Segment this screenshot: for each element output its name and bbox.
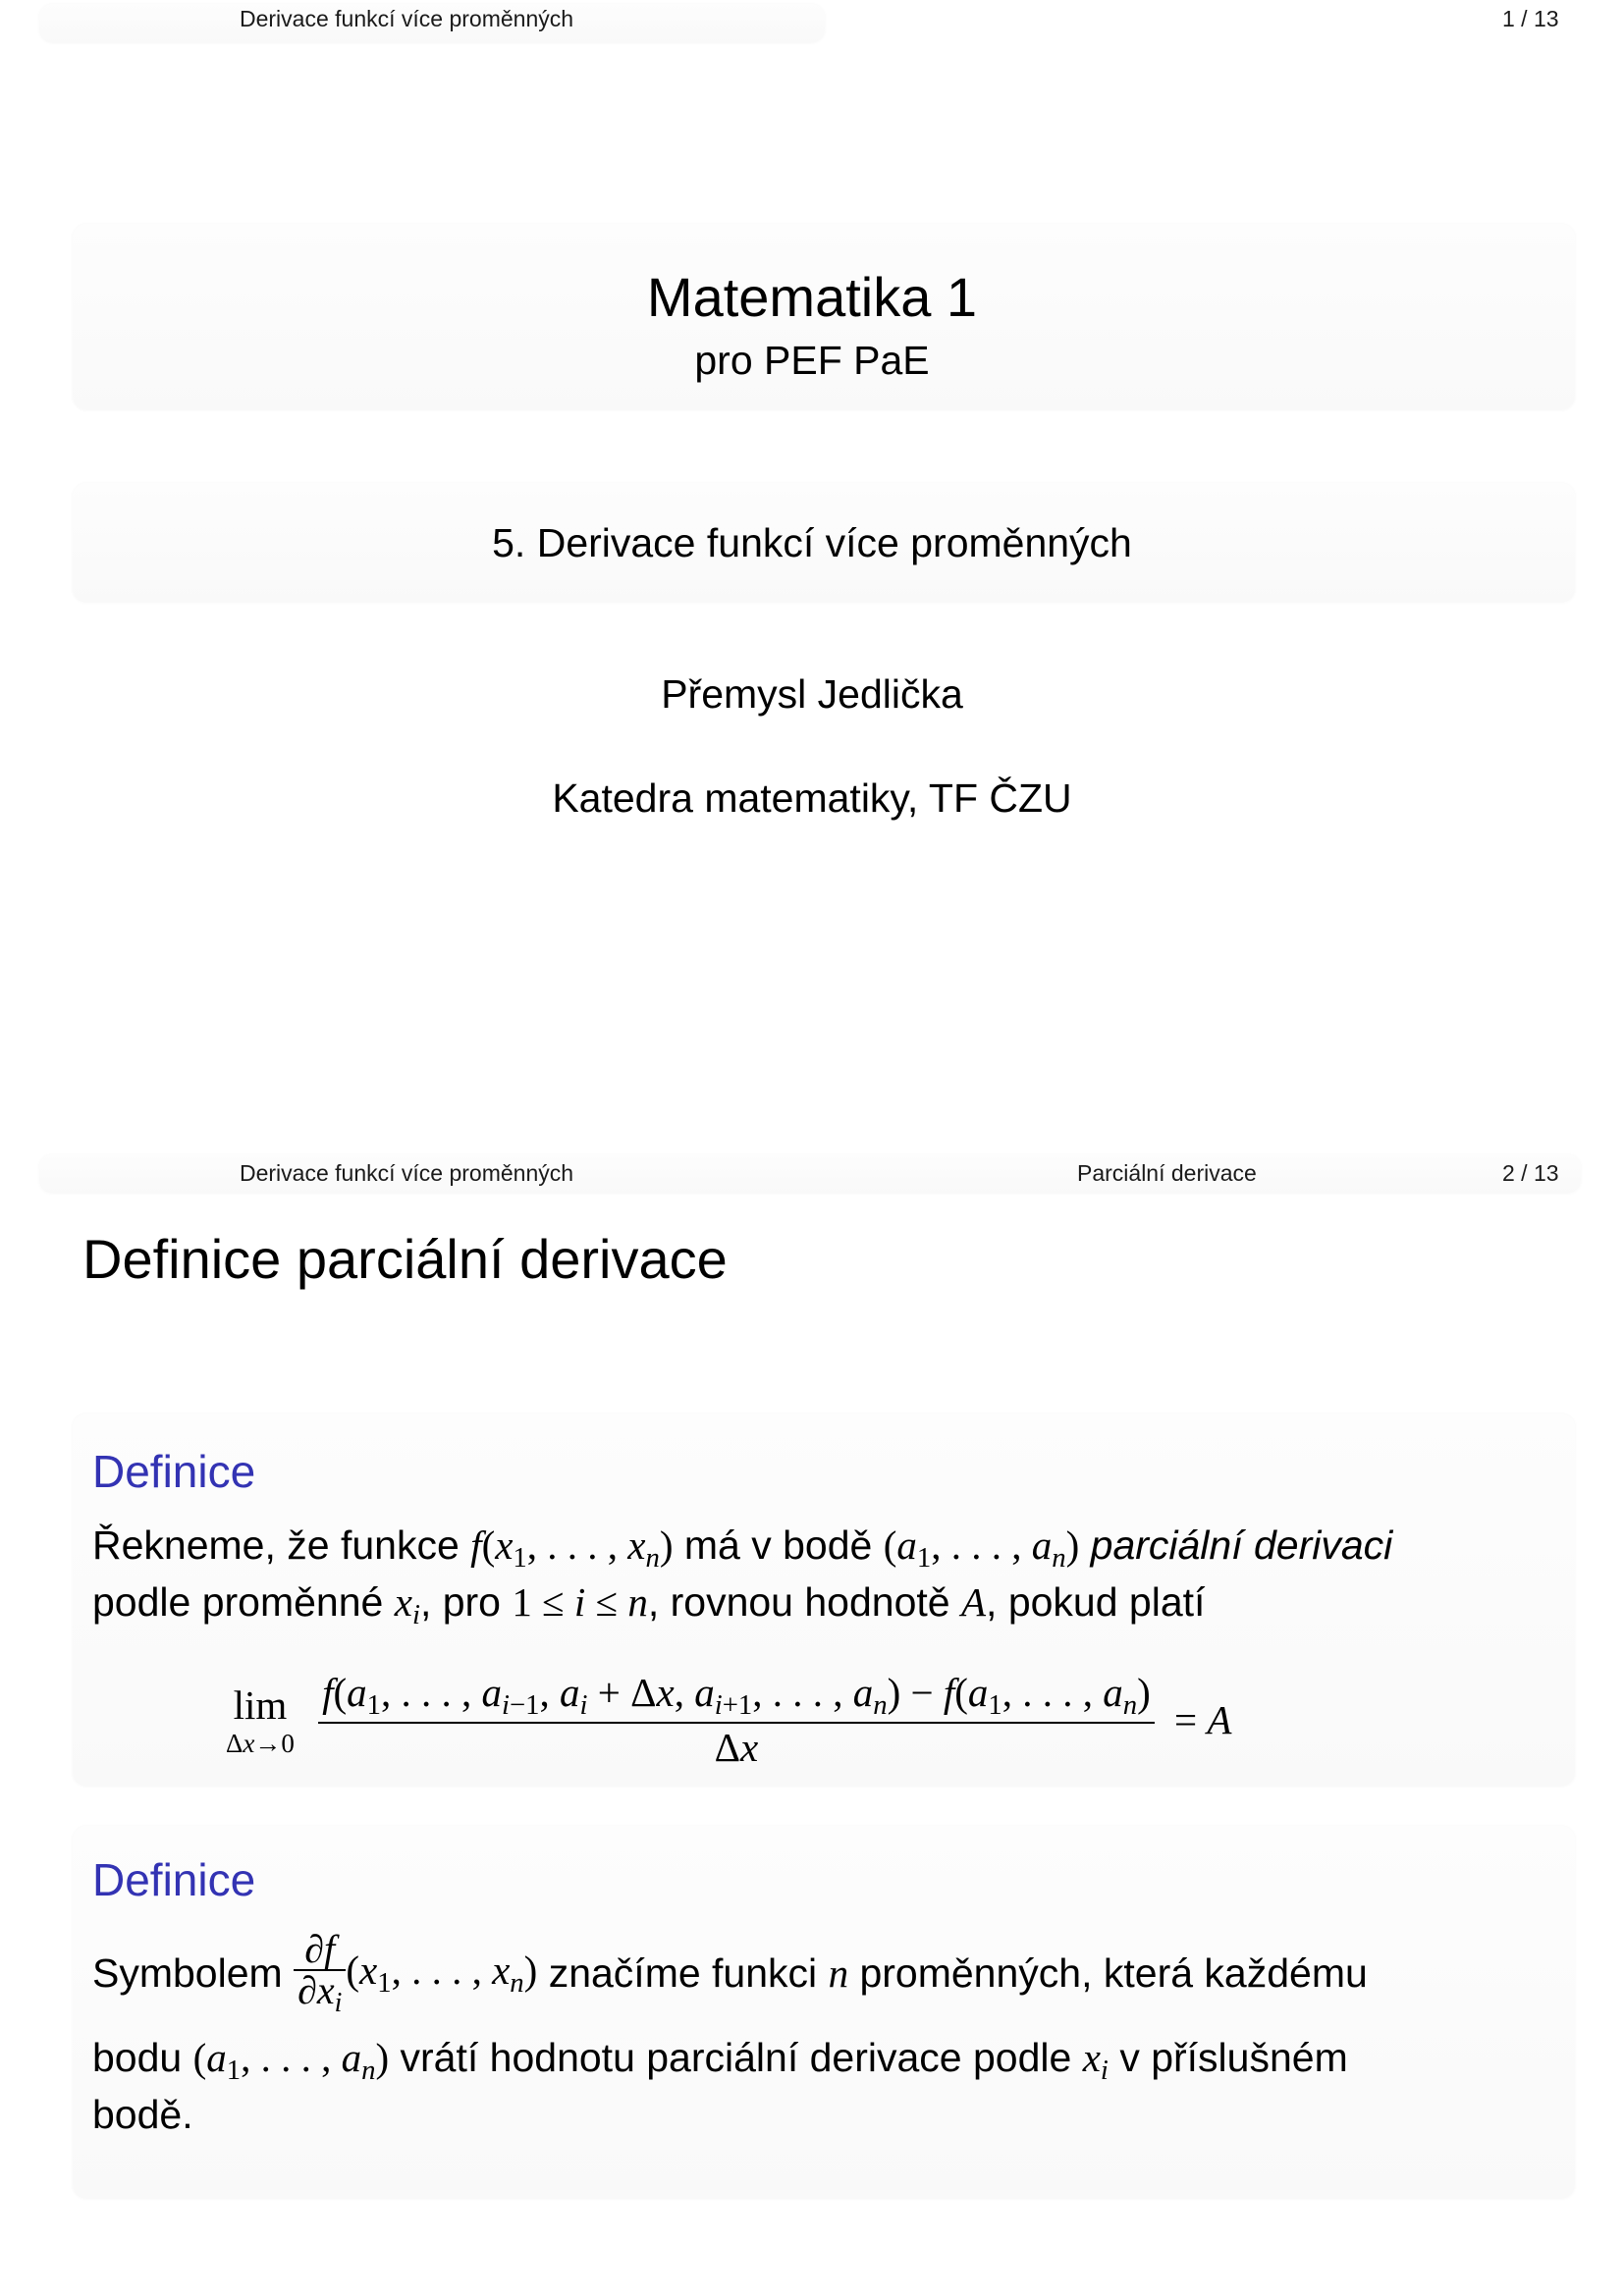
formula-f-of-x: $f(x_1$, . . . , $x_n$) [470, 1522, 674, 1575]
slide-1-page-number: 1 / 13 [1502, 6, 1559, 31]
def2-text-b: značíme funkci [548, 1949, 818, 1996]
slide-2-header-section: Parciální derivace [1077, 1160, 1257, 1186]
definition-1-title: Definice [92, 1446, 256, 1497]
formula-n: n [828, 1949, 849, 1996]
slide-1-header-title: Derivace funkcí více proměnných [240, 6, 574, 31]
lim-operator: lim Δx→0 [226, 1682, 295, 1758]
def1-text-b: má v bodě [683, 1522, 873, 1568]
def2-text-c: proměnných, která každému [859, 1949, 1368, 1996]
definition-2-line-3: bodě. [92, 2092, 193, 2137]
def2-text-d: bodu [92, 2035, 183, 2080]
quotient-denominator: Δx [318, 1722, 1155, 1771]
definition-2-title: Definice [92, 1854, 256, 1905]
quotient-numerator: $f(a_1$, . . . , $a_{i-1}$, $a_i + \Delta x$, $a_{i+1}$, . . . , $a_n) - f(a_1$, . . . , $a_n$) [322, 1670, 1151, 1722]
formula-xi: $x_i$ [394, 1579, 420, 1631]
slide-2-header-title: Derivace funkcí více proměnných [240, 1160, 574, 1186]
formula-args-x: ($x_1$, . . . , $x_n$) [346, 1947, 538, 1999]
difference-quotient [318, 1669, 1155, 1771]
presentation-title: Matematika 1 [646, 266, 978, 328]
formula-point-a-2: ($a_1$, . . . , $a_n$) [192, 2035, 390, 2087]
definition-2-line-1 [92, 1927, 1368, 2018]
formula-range: 1 ≤ i ≤ n [512, 1579, 648, 1625]
definition-2-line-2 [92, 2035, 1348, 2087]
institute-name: Katedra matematiky, TF ČZU [552, 775, 1072, 821]
def1-text-c: podle proměnné [92, 1579, 384, 1625]
formula-A: A [960, 1579, 987, 1625]
def2-text-e: vrátí hodnotu parciální derivace podle [400, 2035, 1072, 2080]
def1-text-e: , rovnou hodnotě [647, 1579, 950, 1625]
def1-emphasis: parciální derivaci [1090, 1522, 1393, 1568]
def2-text-f: v příslušném [1119, 2035, 1348, 2080]
def1-text-a: Řekneme, že funkce [92, 1522, 460, 1568]
def1-text-d: , pro [419, 1579, 501, 1625]
def1-text-f: , pokud platí [986, 1579, 1206, 1625]
formula-point-a: ($a_1$, . . . , $a_n$) [883, 1522, 1080, 1575]
limit-formula [226, 1669, 1231, 1771]
definition-1-line-2 [92, 1579, 1206, 1631]
formula-xi-2: $x_i$ [1082, 2035, 1109, 2087]
definition-1-line-1 [92, 1522, 1393, 1575]
def2-text-a: Symbolem [92, 1949, 283, 1996]
equals-A: = A [1174, 1697, 1232, 1743]
presentation-subtitle: pro PEF PaE [694, 338, 930, 383]
frame-title: Definice parciální derivace [82, 1228, 728, 1290]
slide-2-page-number: 2 / 13 [1502, 1160, 1559, 1186]
author-name: Přemysl Jedlička [661, 671, 963, 717]
lecture-title: 5. Derivace funkcí více proměnných [492, 520, 1132, 565]
partial-derivative-symbol: $\frac{\partial f}{\partial x_i}$ [294, 1930, 346, 2017]
